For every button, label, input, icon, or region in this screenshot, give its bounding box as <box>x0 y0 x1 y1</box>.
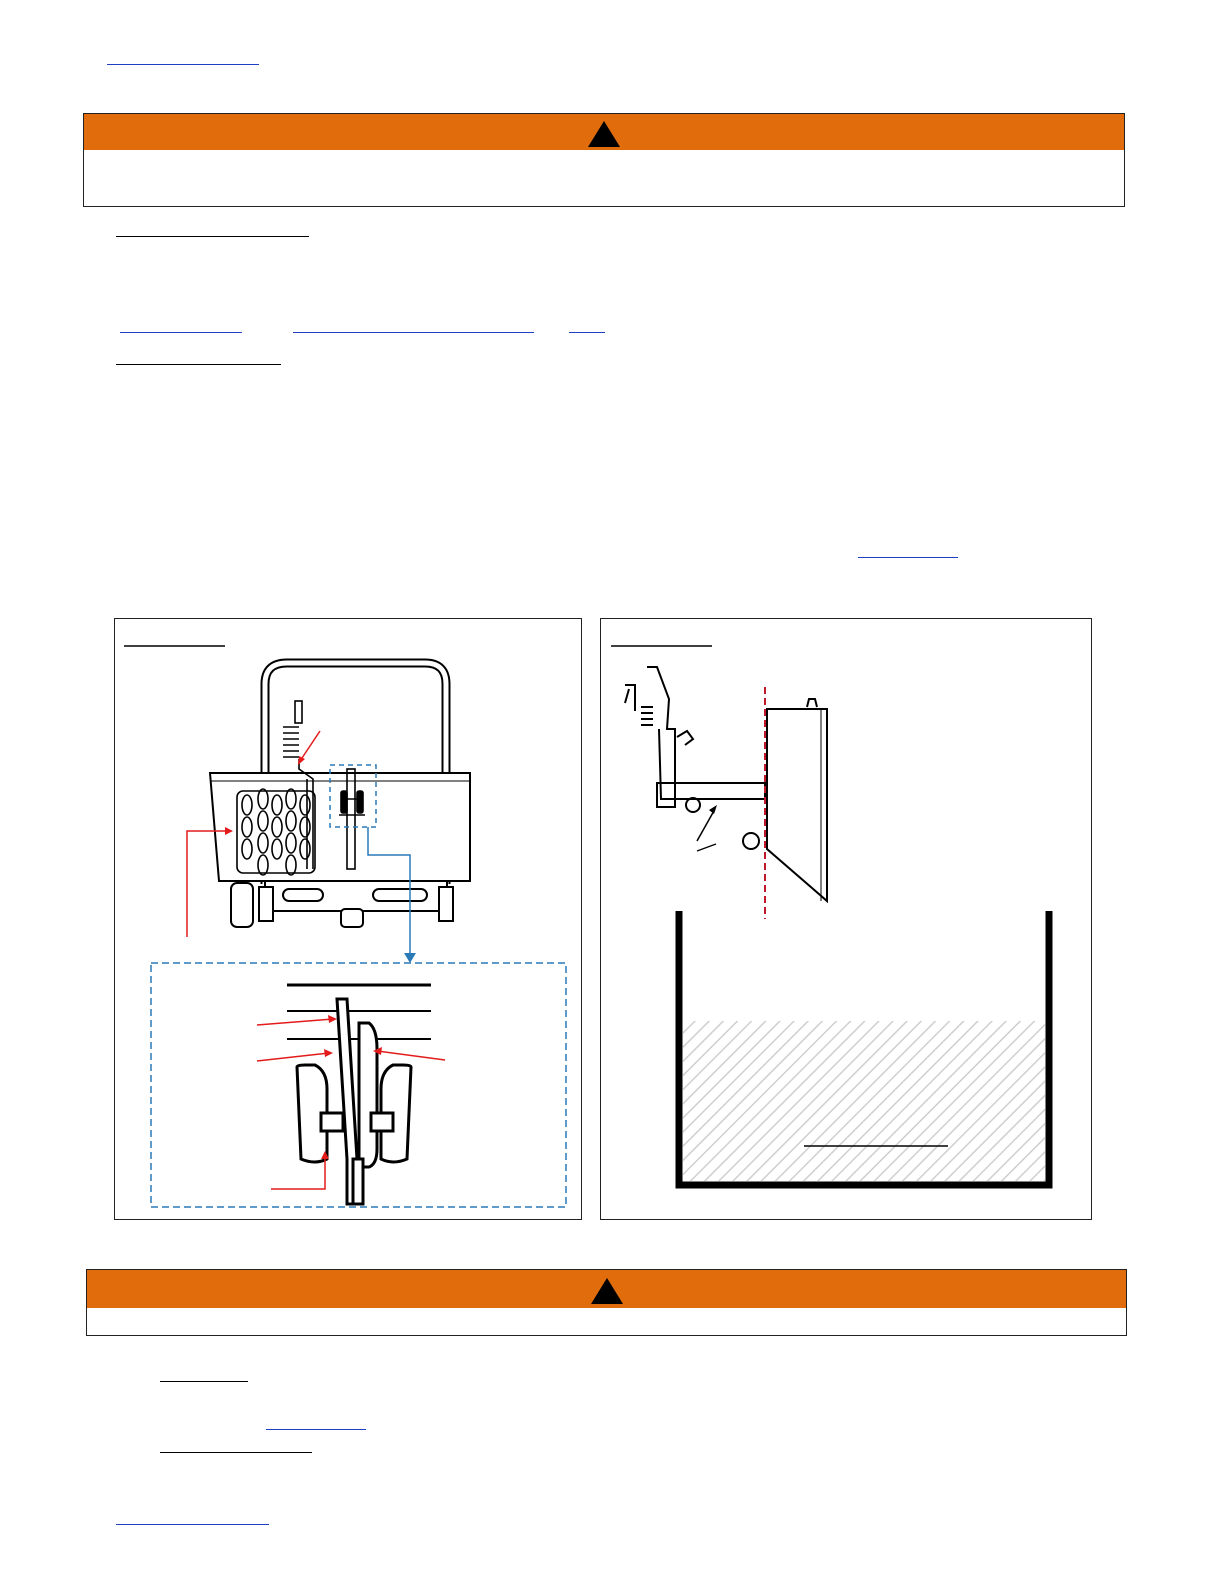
body-link-4[interactable] <box>858 557 958 558</box>
section-heading-1 <box>116 236 309 237</box>
warning-box-1 <box>83 113 1125 207</box>
warning-triangle-icon <box>591 1278 623 1304</box>
section-heading-2 <box>116 364 281 365</box>
body-link-5[interactable] <box>266 1429 366 1430</box>
warning-box-2 <box>86 1269 1127 1336</box>
warning-triangle-icon <box>588 121 620 147</box>
figure-1-drawing <box>115 619 581 1219</box>
figure-1-front-view <box>114 618 582 1220</box>
top-link[interactable] <box>107 64 259 65</box>
body-link-3[interactable] <box>569 332 605 333</box>
callout-arrow-spring <box>300 731 320 761</box>
callout-arrow-wheel <box>697 809 715 841</box>
figure-2-side-view <box>600 618 1092 1220</box>
warning-header-bar <box>87 1270 1126 1308</box>
body-link-2[interactable] <box>293 332 534 333</box>
bottom-link[interactable] <box>116 1524 269 1525</box>
cart-base <box>231 881 453 927</box>
callout-arrow-detail-1 <box>257 1019 333 1025</box>
cart-side-view <box>625 667 767 849</box>
tank-liquid <box>683 1021 1045 1181</box>
figure-2-drawing <box>601 619 1091 1219</box>
section-heading-3 <box>160 1381 248 1382</box>
pin-lock-detail <box>297 999 411 1204</box>
body-link-1[interactable] <box>120 332 242 333</box>
section-heading-4 <box>160 1452 312 1453</box>
callout-arrow-detail-2 <box>257 1053 329 1061</box>
warning-header-bar <box>84 114 1124 150</box>
callout-arrow-detail-3 <box>377 1051 445 1060</box>
panel <box>767 709 827 901</box>
